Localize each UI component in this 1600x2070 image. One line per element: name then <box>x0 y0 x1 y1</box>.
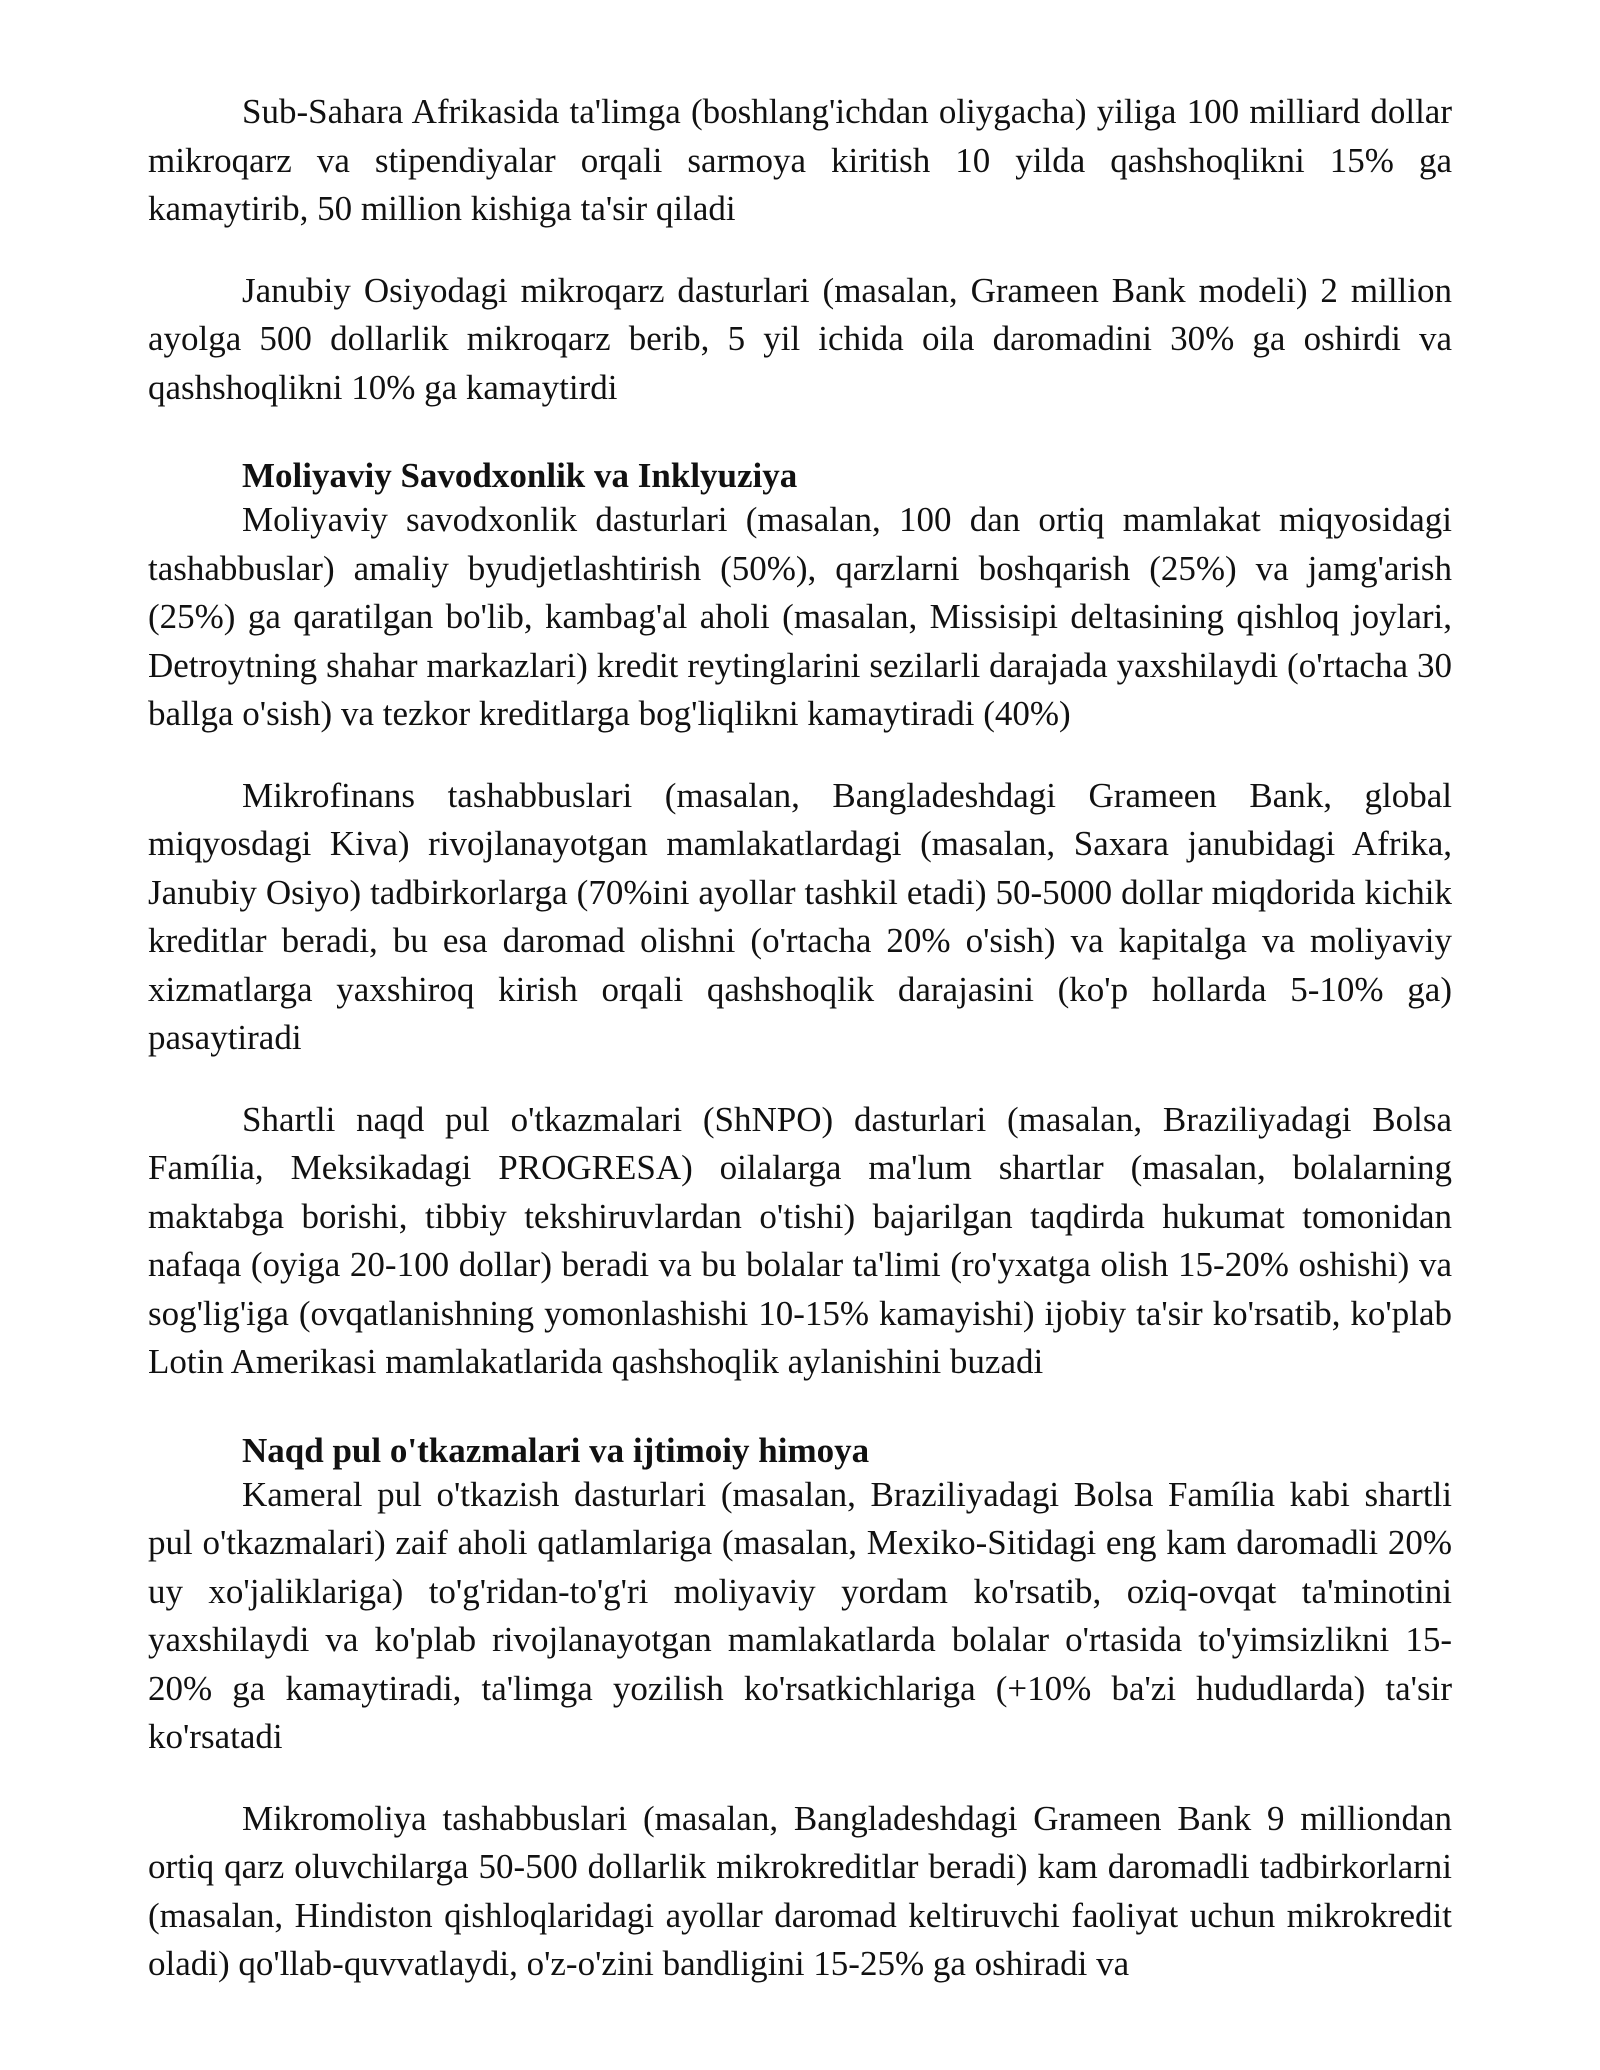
paragraph-financial-literacy-programs: Moliyaviy savodxonlik dasturlari (masalan, 100 dan ortiq mamlakat miqyosidagi tashabbuslar) amaliy byudjetlashtirish (50%), qarzlarni boshqarish (25%) va jamg'arish (25%) ga qaratilgan bo'lib, kambag'al aholi (masalan, Missisipi deltasining qishloq joylari, Detroytning shahar markazlari) kredit reytinglarini sezilarli darajada yaxshilaydi (o'rtacha 30 ballga o'sish) va tezkor kreditlarga bog'liqlikni kamaytiradi (40%) <box>148 500 1452 733</box>
paragraph-south-asia-microloans: Janubiy Osiyodagi mikroqarz dasturlari (masalan, Grameen Bank modeli) 2 million ayolga 500 dollarlik mikroqarz berib, 5 yil ichida oila daromadini 30% ga oshirdi va qashshoqlikni 10% ga kamaytirdi <box>148 270 1452 407</box>
section-heading-financial-literacy: Moliyaviy Savodxonlik va Inklyuziya <box>242 456 798 495</box>
paragraph-microfinance-initiatives: Mikrofinans tashabbuslari (masalan, Bangladeshdagi Grameen Bank, global miqyosdagi Kiva) rivojlanayotgan mamlakatlardagi (masalan, Saxara janubidagi Afrika, Janubiy Osiyo) tadbirkorlarga (70%ini ayollar tashkil etadi) 50-5000 dollar miqdorida kichik kreditlar beradi, bu esa daromad olishni (o'rtacha 20% o'sish) va kapitalga va moliyaviy xizmatlarga yaxshiroq kirish orqali qashshoqlik darajasini (ko'p hollarda 5-10% ga) pasaytiradi <box>148 775 1452 1057</box>
paragraph-microcredit-initiatives: Mikromoliya tashabbuslari (masalan, Bangladeshdagi Grameen Bank 9 milliondan ortiq qarz oluvchilarga 50-500 dollarlik mikrokreditlar beradi) kam daromadli tadbirkorlarni (masalan, Hindiston qishloqlaridagi ayollar daromad keltiruvchi faoliyat uchun mikrokredit oladi) qo'llab-quvvatlaydi, o'z-o'zini bandligini 15-25% ga oshiradi va <box>148 1798 1452 1983</box>
paragraph-conditional-cash-transfers: Shartli naqd pul o'tkazmalari (ShNPO) dasturlari (masalan, Braziliyadagi Bolsa Família, Meksikadagi PROGRESA) oilalarga ma'lum shartlar (masalan, bolalarning maktabga borishi, tibbiy tekshiruvlardan o'tishi) bajarilgan taqdirda hukumat tomonidan nafaqa (oyiga 20-100 dollar) beradi va bu bolalar ta'limi (ro'yxatga olish 15-20% oshishi) va sog'lig'iga (ovqatlanishning yomonlashishi 10-15% kamayishi) ijobiy ta'sir ko'rsatib, ko'plab Lotin Amerikasi mamlakatlarida qashshoqlik aylanishini buzadi <box>148 1099 1452 1381</box>
paragraph-cash-transfer-programs: Kameral pul o'tkazish dasturlari (masalan, Braziliyadagi Bolsa Família kabi shartli pul o'tkazmalari) zaif aholi qatlamlariga (masalan, Mexiko-Sitidagi eng kam daromadli 20% uy xo'jaliklariga) to'g'ridan-to'g'ri moliyaviy yordam ko'rsatib, oziq-ovqat ta'minotini yaxshilaydi va ko'plab rivojlanayotgan mamlakatlarda bolalar o'rtasida to'yimsizlikni 15-20% ga kamaytiradi, ta'limga yozilish ko'rsatkichlariga (+10% ba'zi hududlarda) ta'sir ko'rsatadi <box>148 1474 1452 1756</box>
document-page <box>148 88 1452 2022</box>
paragraph-sub-sahara-education: Sub-Sahara Afrikasida ta'limga (boshlang'ichdan oliygacha) yiliga 100 milliard dollar mikroqarz va stipendiyalar orqali sarmoya kiritish 10 yilda qashshoqlikni 15% ga kamaytirib, 50 million kishiga ta'sir qiladi <box>148 92 1452 228</box>
section-heading-cash-transfers: Naqd pul o'tkazmalari va ijtimoiy himoya <box>242 1430 870 1470</box>
